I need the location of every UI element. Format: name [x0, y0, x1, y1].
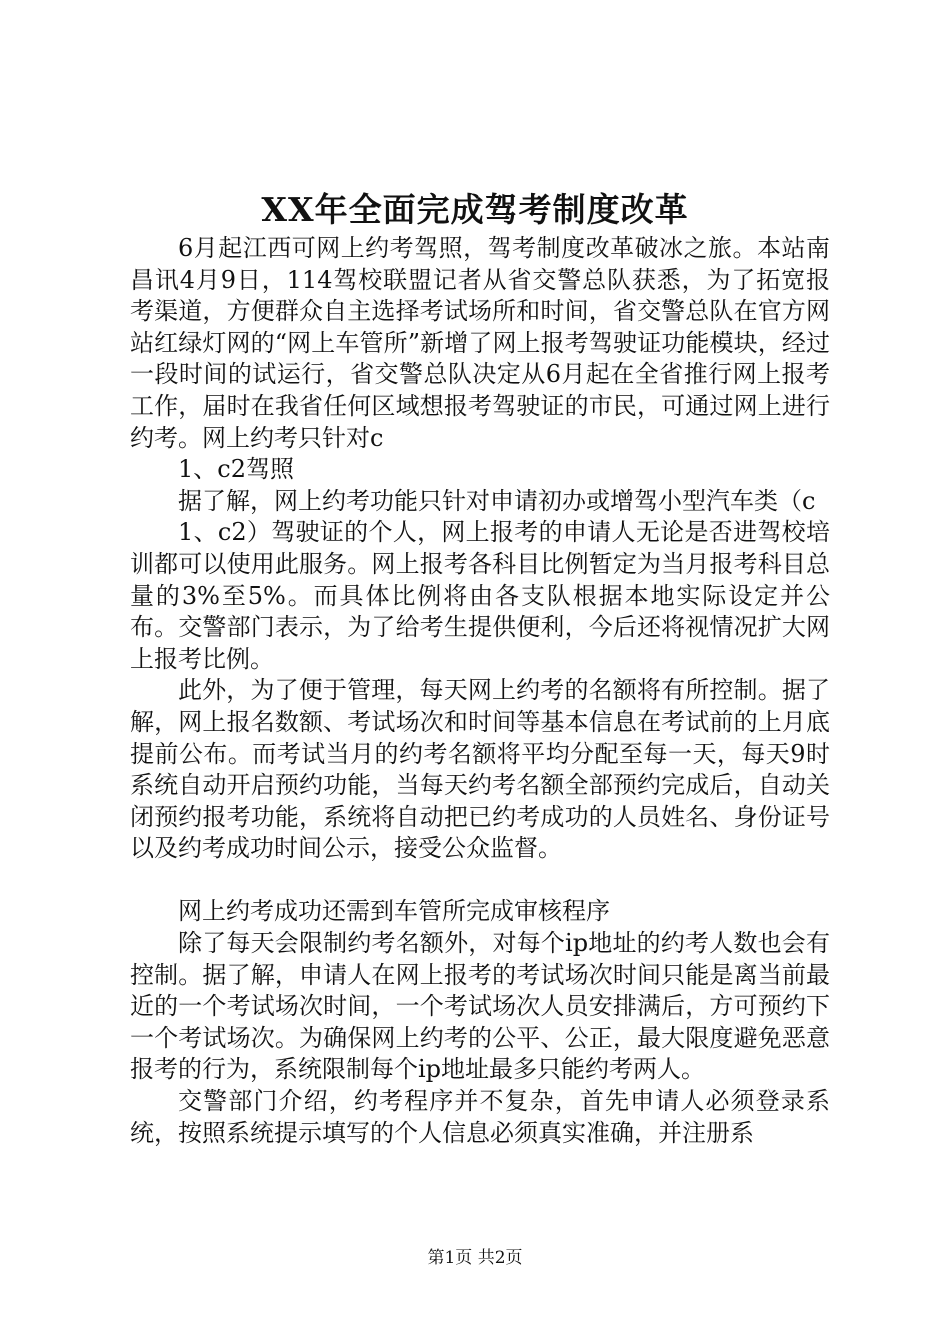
paragraph: 此外，为了便于管理，每天网上约考的名额将有所控制。据了解，网上报名数额、考试场次和时间等基本信息在考试前的上月底提前公布。而考试当月的约考名额将平均分配至每一天，每天9时系统自动开启预约功能，当每天约考名额全部预约完成后，自动关闭预约报考功能，系统将自动把已约考成功的人员姓名、身份证号以及约考成功时间公示，接受公众监督。: [130, 676, 830, 863]
paragraph: 1、c2）驾驶证的个人，网上报考的申请人无论是否进驾校培训都可以使用此服务。网上报考各科目比例暂定为当月报考科目总量的3%至5%。而具体比例将由各支队根据本地实际设定并公布。交警部门表示，为了给考生提供便利，今后还将视情况扩大网上报考比例。: [130, 518, 830, 673]
paragraph: 据了解，网上约考功能只针对申请初办或增驾小型汽车类（c: [178, 486, 816, 515]
page-number-footer: 第1页 共2页: [427, 1248, 523, 1268]
paragraph: 除了每天会限制约考名额外，对每个ip地址的约考人数也会有控制。据了解，申请人在网上报考的考试场次时间只能是离当前最近的一个考试场次时间，一个考试场次人员安排满后，方可预约下一个考试场次。为确保网上约考的公平、公正，最大限度避免恶意报考的行为，系统限制每个ip地址最多只能约考两人。: [130, 929, 830, 1084]
paragraph-spacer: [130, 865, 830, 897]
section-heading: 网上约考成功还需到车管所完成审核程序: [178, 897, 610, 926]
paragraph: 交警部门介绍，约考程序并不复杂，首先申请人必须登录系统，按照系统提示填写的个人信息必须真实准确，并注册系: [130, 1087, 830, 1147]
paragraph: 1、c2驾照: [178, 455, 294, 484]
page-title: XX年全面完成驾考制度改革: [261, 190, 689, 229]
article-body: [130, 233, 830, 1149]
paragraph: 6月起江西可网上约考驾照，驾考制度改革破冰之旅。本站南昌讯4月9日，114驾校联盟记者从省交警总队获悉，为了拓宽报考渠道，方便群众自主选择考试场所和时间，省交警总队在官方网站红绿灯网的“网上车管所”新增了网上报考驾驶证功能模块，经过一段时间的试运行，省交警总队决定从6月起在全省推行网上报考工作，届时在我省任何区域想报考驾驶证的市民，可通过网上进行约考。网上约考只针对c: [130, 234, 830, 452]
